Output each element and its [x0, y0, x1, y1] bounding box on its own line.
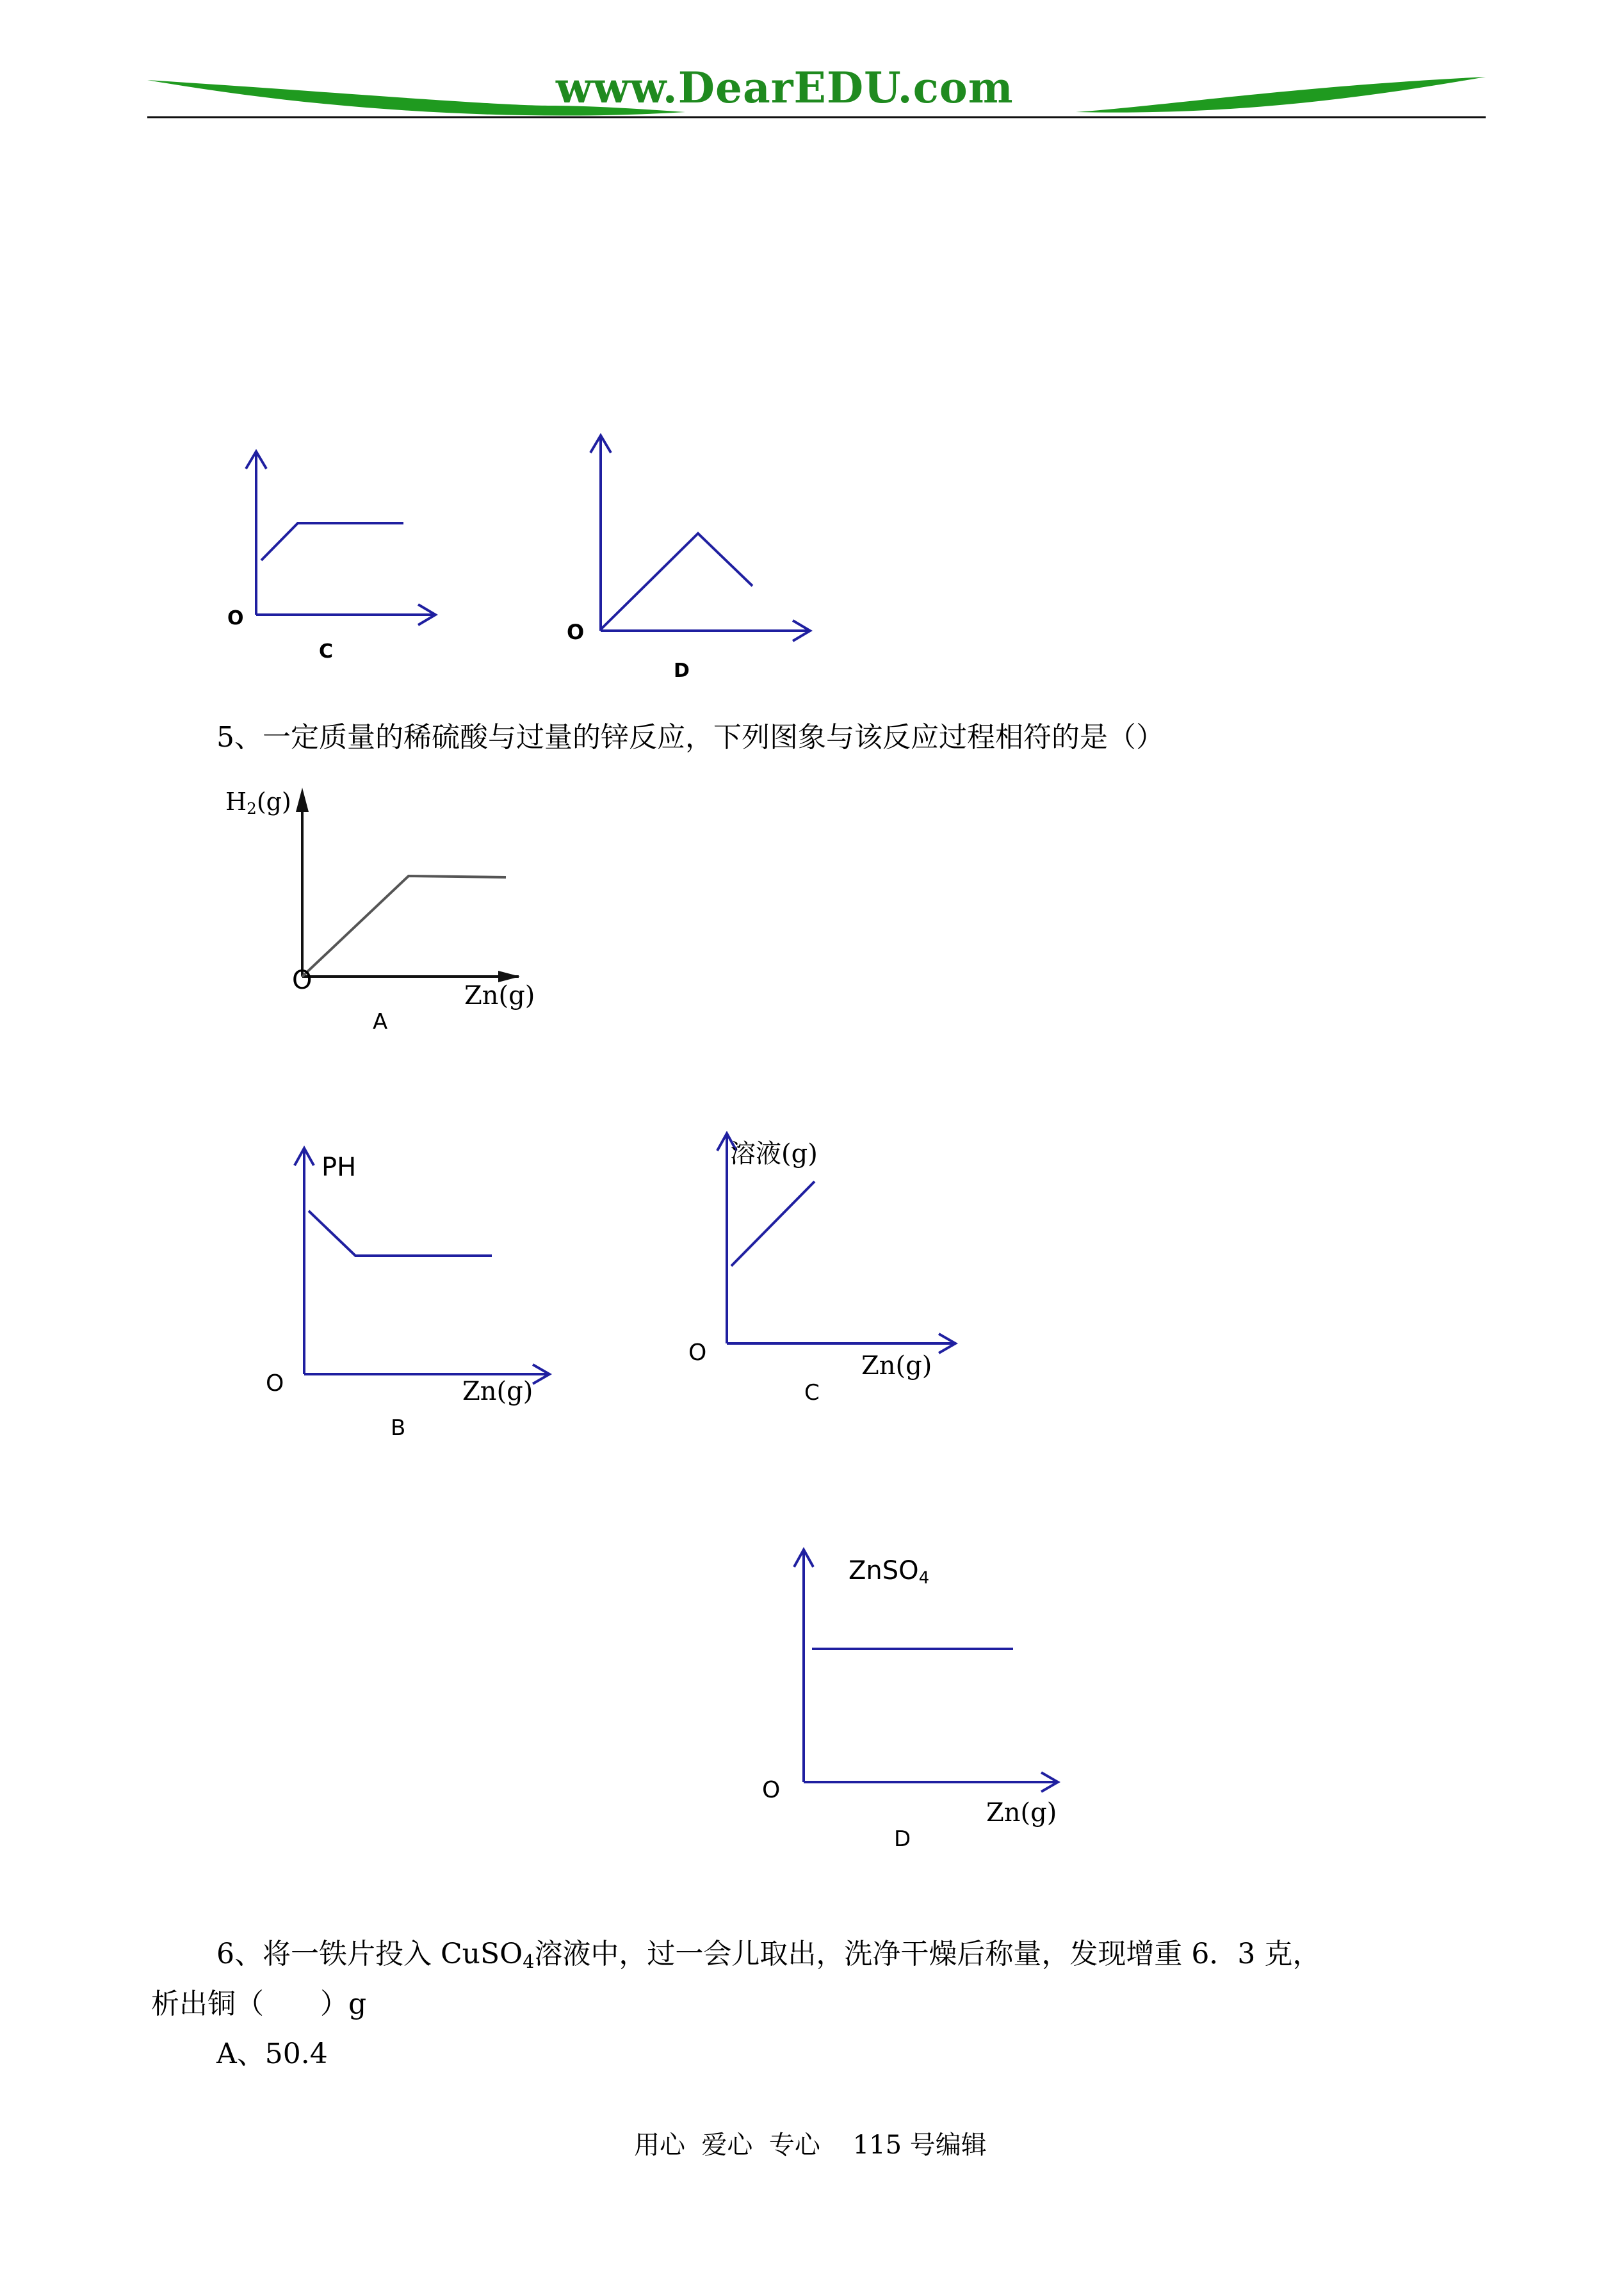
graph-a-ylabel-tail: (g) — [256, 788, 291, 816]
graph-c-letter: C — [319, 640, 334, 663]
q6-line1 — [216, 1935, 1320, 1981]
site-logo-text: www.DearEDU.com — [556, 63, 1014, 113]
graph-c-axes — [218, 442, 448, 647]
graph-d-axes — [564, 426, 820, 644]
graph-a-ylabel — [225, 788, 291, 823]
q6-line1-sub: 4 — [523, 1950, 535, 1973]
graph-d5-ylabel — [849, 1556, 929, 1588]
graph-a-letter: A — [373, 1009, 388, 1035]
graph-b-xlabel: Zn(g) — [462, 1377, 533, 1406]
graph-b-ylabel: PH — [321, 1153, 357, 1182]
graph-d5-letter: D — [894, 1826, 911, 1852]
graph-d-curve — [601, 533, 752, 629]
q6-line1-b: 溶液中，过一会儿取出，洗净干燥后称量，发现增重 6．3 克， — [534, 1938, 1321, 1970]
graph-a-origin: O — [292, 966, 313, 995]
q6-line2: 析出铜（ ）g — [151, 1988, 367, 2020]
graph-d5-ylabel-main: ZnSO — [849, 1556, 919, 1585]
graph-b-letter: B — [391, 1415, 406, 1441]
graph-c5-origin: O — [688, 1340, 707, 1366]
graph-d5-ylabel-sub: 4 — [918, 1568, 930, 1588]
graph-c5-letter: C — [804, 1380, 820, 1406]
graph-c5-curve — [731, 1181, 815, 1266]
graph-d5-origin: O — [762, 1777, 781, 1803]
graph-c5-ylabel: 溶液(g) — [730, 1139, 818, 1169]
page-footer: 用心 爱心 专心 115 号编辑 — [634, 2130, 987, 2160]
graph-a-ylabel-sub: 2 — [247, 799, 257, 818]
q5-text: 5、一定质量的稀硫酸与过量的锌反应，下列图象与该反应过程相符的是（） — [216, 721, 1164, 754]
graph-c5-xlabel: Zn(g) — [861, 1351, 932, 1381]
graph-a-curve — [302, 876, 506, 977]
graph-a-xlabel: Zn(g) — [464, 981, 535, 1010]
graph-a-ylabel-main: H — [225, 788, 247, 816]
graph-b-curve — [309, 1211, 492, 1256]
q6-option-a: A、50.4 — [216, 2038, 328, 2070]
graph-d-letter: D — [674, 660, 690, 682]
graph-c-origin: O — [227, 607, 244, 629]
graph-a-axes — [282, 781, 544, 999]
graph-d-origin: O — [567, 620, 585, 644]
q6-line1-a: 6、将一铁片投入 CuSO — [216, 1938, 523, 1970]
graph-d5-xlabel: Zn(g) — [986, 1798, 1057, 1828]
graph-c-curve — [261, 523, 403, 560]
graph-b-origin: O — [266, 1370, 284, 1397]
